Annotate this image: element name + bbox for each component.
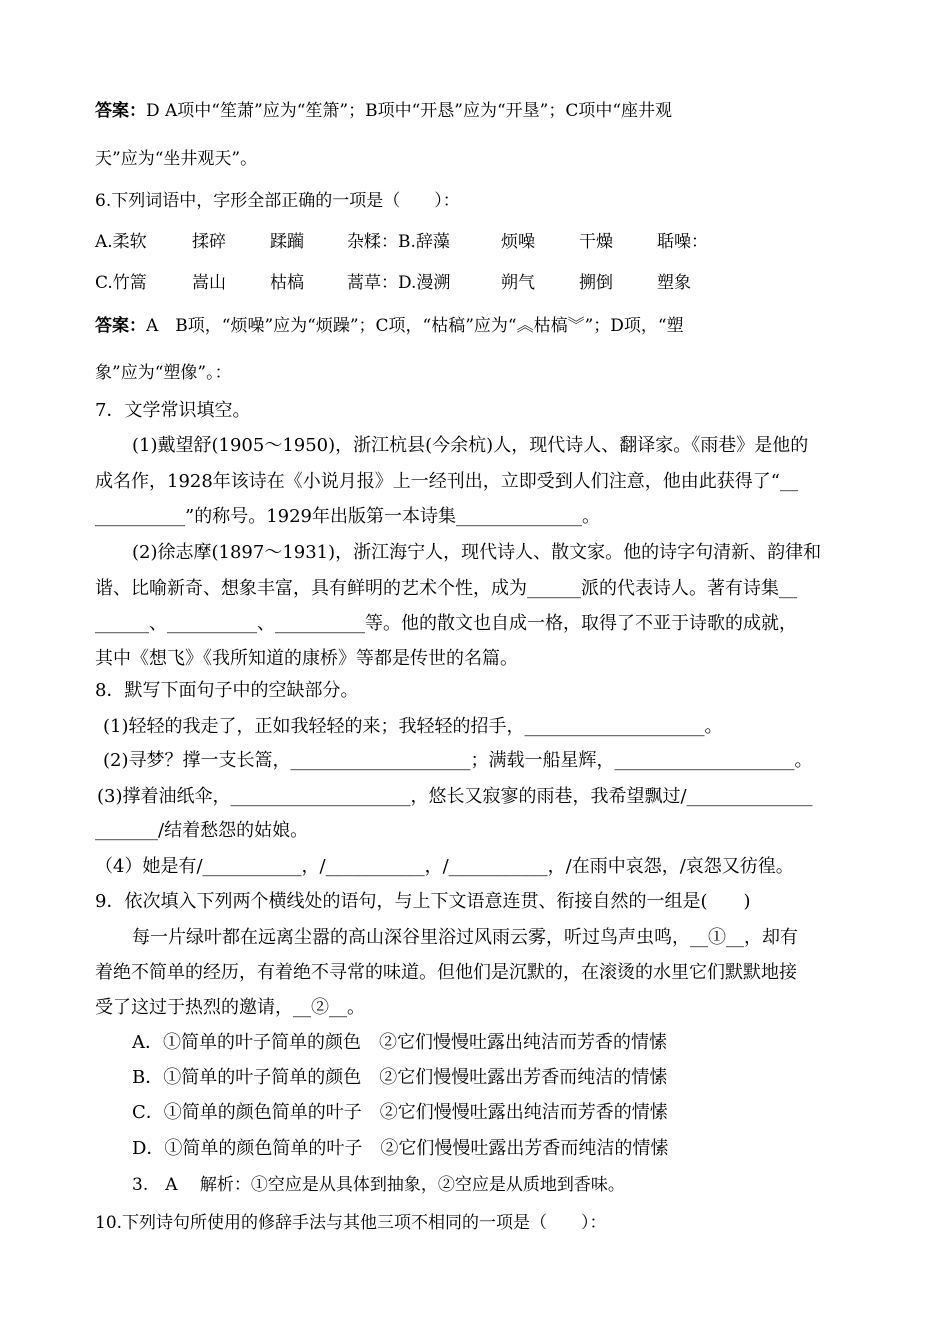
q6-word: 烦噪 [501, 232, 535, 252]
q6-word: 蹂躏 [270, 232, 304, 252]
q6-word: 搠倒 [579, 273, 613, 293]
q9-passage-line2: 着绝不简单的经历，有着绝不寻常的味道。但他们是沉默的，在滚烫的水里它们默默地接 [95, 962, 797, 983]
q6-word: 聒噪： [657, 232, 708, 252]
q6-word: 嵩山 [192, 273, 226, 293]
q8-sentence-2: (2)寻梦？撑一支长篙，____________________；满载一船星辉，____________________。 [103, 750, 813, 771]
q6-word: 干燥 [579, 232, 613, 252]
q9-answer: 3. A 解析：①空应是从具体到抽象，②空应是从质地到香味。 [132, 1175, 625, 1195]
q8-sentence-4: （4）她是有/___________，/___________，/___________，/在雨中哀怨，/哀怨又彷徨。 [95, 856, 794, 877]
q5-answer-line2: 天”应为“坐井观天”。 [95, 149, 258, 169]
q6-word: 蒿草：D.漫溯 [347, 273, 451, 293]
q7-p2-line4: 其中《想飞》《我所知道的康桥》等都是传世的名篇。 [95, 648, 518, 669]
q7-p1-line3: __________”的称号。1929年出版第一本诗集______________。 [95, 506, 601, 527]
q7-p1-line2: 成名作，1928年该诗在《小说月报》上一经刊出，立即受到人们注意，他由此获得了“__ [95, 471, 799, 492]
q8-sentence-3-line2: _______/结着愁怨的姑娘。 [95, 820, 309, 841]
q9-stem: 9．依次填入下列两个横线处的语句，与上下文语意连贯、衔接自然的一组是( ) [95, 891, 751, 912]
q6-word: 杂糅：B.辞藻 [347, 232, 450, 252]
q7-p2-line1: (2)徐志摩(1897～1931)，浙江海宁人，现代诗人、散文家。他的诗字句清新、韵律和 [132, 542, 822, 563]
answer-text: D A项中“笙萧”应为“笙箫”；B项中“开恳”应为“开垦”；C项中“座井观 [146, 101, 673, 121]
q9-passage-line1: 每一片绿叶都在远离尘嚣的高山深谷里浴过风雨云雾，听过鸟声虫鸣，__①__，却有 [132, 927, 798, 948]
q9-option-a: A．①简单的叶子简单的颜色 ②它们慢慢吐露出纯洁而芳香的情愫 [132, 1032, 667, 1053]
q6-stem: 6.下列词语中，字形全部正确的一项是（ ）： [95, 191, 460, 211]
q10-stem: 10.下列诗句所使用的修辞手法与其他三项不相同的一项是（ ）： [95, 1213, 607, 1233]
q6-word: 枯槁 [270, 273, 304, 293]
q6-word: A.柔软 [95, 232, 147, 252]
q7-p1-line1: (1)戴望舒(1905～1950)，浙江杭县(今余杭)人，现代诗人、翻译家。《雨巷》是他的 [132, 435, 809, 456]
answer-label: 答案： [95, 101, 146, 121]
q6-word: C.竹篙 [95, 273, 147, 293]
answer-label: 答案： [95, 316, 146, 336]
q7-stem: 7．文学常识填空。 [95, 400, 251, 421]
q6-answer-line2: 象”应为“塑像”。： [95, 363, 232, 383]
q9-option-c: C．①简单的颜色简单的叶子 ②它们慢慢吐露出纯洁而芳香的情愫 [132, 1102, 668, 1123]
q8-sentence-1: (1)轻轻的我走了，正如我轻轻的来；我轻轻的招手，____________________。 [103, 716, 723, 737]
q8-sentence-3-line1: (3)撑着油纸伞，____________________，悠长又寂寥的雨巷，我希望飘过/______________ [97, 786, 813, 807]
q5-answer-line1 [95, 100, 672, 122]
q9-option-b: B．①简单的叶子简单的颜色 ②它们慢慢吐露出芳香而纯洁的情愫 [132, 1067, 668, 1088]
q9-passage-line3: 受了这过于热烈的邀请，__②__。 [95, 997, 365, 1018]
q6-answer-line1 [95, 315, 684, 337]
q9-option-d: D．①简单的颜色简单的叶子 ②它们慢慢吐露出芳香而纯洁的情愫 [132, 1138, 669, 1159]
q7-p2-line3: ______、__________、__________等。他的散文也自成一格，取得了不亚于诗歌的成就， [95, 613, 797, 634]
q7-p2-line2: 谐、比喻新奇、想象丰富，具有鲜明的艺术个性，成为______派的代表诗人。著有诗集__ [95, 578, 797, 599]
answer-text: A B项，“烦噪”应为“烦躁”；C项，“枯稿”应为“︽枯槁︾”；D项，“塑 [146, 316, 684, 336]
q6-word: 朔气 [501, 273, 535, 293]
q8-stem: 8．默写下面句子中的空缺部分。 [95, 680, 359, 701]
q6-word: 揉碎 [192, 232, 226, 252]
q6-word: 塑象 [657, 273, 691, 293]
